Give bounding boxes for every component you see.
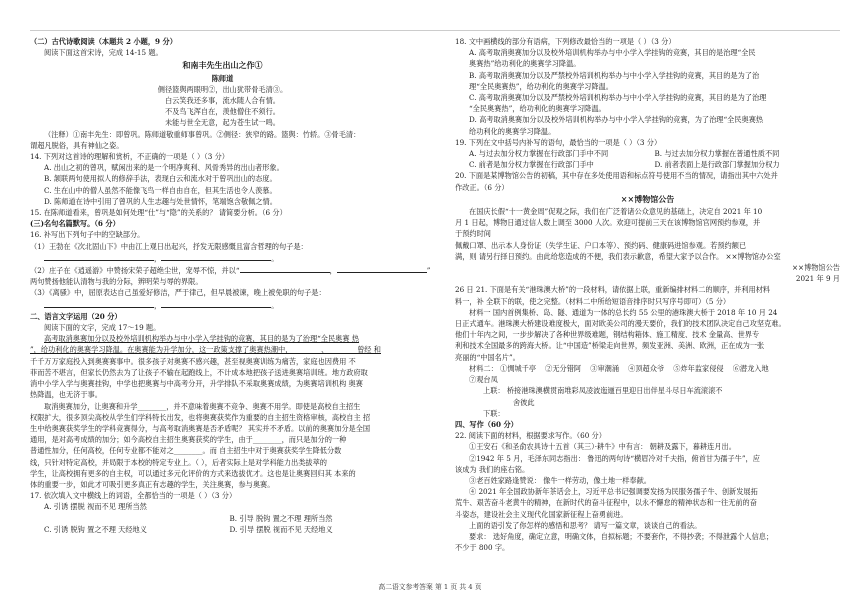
section-writing-heading: 四、写作（60 分） [455,419,518,429]
passage-line: 高考取消奥赛加分以及校外培训机构举办与中小学入学挂钩的竞赛，其目的是为了治理“全民奥赛 热 [44,334,360,344]
notice-signature: ××博物馆公告 [792,263,840,273]
question-22-item: ②1942 年 5 月，毛泽东同志指出： 鲁迅的两句诗“横眉冷对千夫指，俯首甘为孺子牛”，应 [469,453,760,463]
passage-line: 千千万万家庭投入到奥赛赛事中。很多孩子对奥赛不感兴趣，甚至视奥赛训练为痛苦，家庭也因费用 不 [30,356,356,366]
material-2-item: ③审潮涌 [590,363,620,373]
material-2-item: ⑦观台凤 [469,375,498,385]
question-19-stem: 19. 下列在文中括号内补写的语句，最恰当的一项是（ ）（3 分） [455,137,662,147]
passage-line: 权限扩大，很多顶尖高校从学生们学科特长出发，也将奥赛获奖作为重要的自主招生资格审核，高校自主 招 [30,412,371,422]
question-18-option: D. 高考取消奥赛加分以及校外培训机构举办与中小学入学挂钩的竞赛，为了治理“全民奥赛热 [469,115,764,125]
question-22-item: ④ 2021 年全国政协新年茶话会上，习近平总书记强调要发扬为民服务孺子牛、创新发展拓 [469,487,758,497]
question-17-option: D. 引导 摆脱 视而不见 天经地义 [229,524,333,534]
poem-body [30,84,415,129]
notice-date: 2021 年 9 月 [795,274,840,284]
poem-line: 未能与世全无意，起为苍生试一鸣。 [164,118,280,128]
poem-author: 陈师道 [211,73,234,83]
passage-line: 通用，是对高考成绩的加分；如今高校自主招生奥赛获奖的学生，由于________，而只是加分的一种 [30,435,347,445]
question-22-requirement: 要求： 选好角度，确定立意，明确文体，自拟标题；不要套作，不得抄袭；不得泄露个人信息； [469,531,774,541]
passage-line: 体的重要一步，如此才可吸引更多真正有志趣的学生，关注奥赛，参与奥赛。 [30,479,275,489]
passage-line: 热降温，也无济于事。 [30,390,102,400]
fill-blank-line[interactable]: ， 。 [30,252,415,264]
passage-line: 生中给奥赛获奖学生的学科竞赛得分，与高考取消奥赛是否矛盾呢？ 其实并不矛盾。以前的奥赛加分是全国 [30,423,371,433]
question-14-option: D. 陈师道在诗中引用了曾巩的人生志趣与处世情怀，笔端饱含敬佩之情。 [44,196,277,206]
poem-line: 白云笑我还多事，流水随人合有情。 [164,96,280,106]
question-18-option: 理“全民奥赛热”，给功利化的奥赛学习降温。 [469,81,613,91]
passage-line: 取消奥赛加分，让奥赛和升学________，并不意味着奥赛不竞争、奥赛不用学。即使是高校自主招生 [44,401,361,411]
passage-line: ”，给功利化的奥赛学习降温。在奥赛能为升学加分，这一政策支撑了奥赛热潮中，________、________曾经 和 [30,345,381,355]
question-22-item: 荒牛、艰苦奋斗老黄牛的精神，在新时代的奋斗征程中，以永不懈怠的精神状态和一往无前的奋 [455,498,757,508]
question-14-option: C. 生在山中的僧人虽然不能像飞鸟一样自由自在，但其生活也令人羡慕。 [44,185,277,195]
question-20-stem: 20. 下面是某博物馆公告的初稿，其中存在多处使用语和标点符号使用不当的情况，请指出其中六处并 [455,171,778,181]
material-2-item: ⑤炸年监家侵侵 [673,363,724,373]
fill-blank-line[interactable]: ， 。 [30,299,415,311]
question-18-stem: 18. 文中画横线的部分有语病，下列修改最恰当的一项是（ ）（3 分） [455,37,676,46]
question-22-item: 该成为 我们的座右铭。 [455,464,530,474]
notice-line: 佩戴口罩、出示本人身份证（失学生证、户口本等）、预约码、健康码进馆参观。若预约额已 [455,240,747,250]
poem-line: 不及鸟飞浑自在，羡他僧住不须行。 [164,107,280,117]
right-column [455,36,840,553]
material-2-row [455,363,840,374]
lower-couplet: 下联： [483,408,505,418]
question-19-option: D. 前者表面上是行政部门掌握加分权力 [654,160,780,170]
question-17-option [230,501,416,512]
question-17-options-row [30,501,415,512]
question-15: 15. 在陈师道看来，曾巩是如何处理“仕”与“隐”的关系的？ 请简要分析。（6 分） [30,208,287,218]
upper-couplet: 上联： 桥接港珠澳横贯南堆彩凤凌波迤逦百里迎日出伴星斗尽日车流滚滚不 [483,386,723,396]
question-18-option: “全民奥赛热”，给功利化的奥赛学习降温。 [469,104,606,114]
notice-line: 在国庆长假“十一黄金周”促观之际，我们在广泛着诸公众意见的基础上，决定自 2021 年 10 [469,207,763,217]
notice-title: ××博物馆公告 [620,193,675,204]
section-recitation-heading: (三)名句名篇默写。（6 分） [30,219,120,229]
left-column [30,36,431,535]
question-17-stem: 17. 依次填入文中横线上的词语，全都恰当的一项是（ ）（3 分） [30,491,237,501]
passage-line: 菲而苦不堪言，但家长仍然去为了让孩子不输在起跑线上，不计成本地把孩子送进奥赛培训班。地方政府取 [30,367,368,377]
material-1-line: 他们十年内之间，一步步解决了各种世界级难题，钢结构箱体、施工精度、技术 金量高、世界专 [455,330,760,340]
question-17-options-row [30,524,415,535]
poem-title: 和南丰先生出山之作① [182,60,263,71]
question-18-option: C. 高考取消奥赛加分以及严禁校外培训机构举办与中小学入学挂钩的竞赛，其目的是为了治理 [469,93,767,103]
question-21-stem: 26 日 21. 下面是有关“港珠澳大桥”的一段材料，请依据上联，重新编排材料二的顺序，并利用材料 [455,285,771,295]
passage-line: 学生，让高校拥有更多的自主权，可以通过多元化评价的方式来选拔优才。这也是让奥赛回归其 本来的 [30,468,356,478]
question-17-option: B. 引导 脱钩 置之不理 理所当然 [229,513,333,523]
question-19-options-row [455,159,840,170]
question-17-option: A. 引诱 摆脱 视而不见 理所当然 [44,502,147,512]
question-20-stem: 作改正。（6 分） [455,182,509,192]
question-19-option: B. 与过去加分权力掌握在普通性质不同 [654,149,780,159]
question-16-item: （3）《离骚》中，屈原表达自己虽爱好修洁，严于律己，但早晨被谏，晚上被免职的句子是： [30,288,326,298]
material-2-item: ⑥潜龙入地 [732,363,769,373]
question-17-option: C. 引诱 脱钩 置之不理 天经地义 [44,524,147,534]
material-1-line: 日正式通车。港珠澳大桥建设难度极大，面对欧美公司的漫天要价，我们的技术团队决定自己攻坚克难。 [455,319,786,329]
passage-line: 消中小学入学与奥赛挂钩，中学也把奥赛与中高考分开，升学排队不采取奥赛成绩，为奥赛培训机构 奥赛 [30,379,363,389]
question-18-option: 给功利化的奥赛学习降温。 [469,126,556,136]
question-14-option: A. 出山之初的曾巩，赋闲出来的是一个明净爽利、风骨秀异的出山者形象。 [44,163,284,173]
material-1-line: 材料一 国内首例集桥、岛、隧、通道为一体的总长约 55 公里的港珠澳大桥于 2018 年 10 月 24 [469,307,778,317]
material-2-item: ①惆城千亭 [500,363,537,373]
question-16-item: （2）庄子在《逍遥游》中赞扬宋荣子超绝尘世，宠辱不惊，并以“ ， ” [30,266,431,276]
question-22-stem: 22. 阅读下面的材料，根据要求写作。（60 分） [455,431,606,441]
top-rule [30,30,840,31]
question-19-option: A. 与过去加分权力掌握在行政部门手中不同 [469,149,609,159]
question-18-option: A. 高考取消奥赛加分以及校外培训机构举办与中小学入学挂钩的竞赛，其目的是治理“全民 [469,48,756,58]
question-22-requirement: 不少于 800 字。 [455,543,510,553]
section-language-intro: 阅读下面的文字，完成 17～19 题。 [44,323,161,333]
question-14-stem: 14. 下列对这首诗的理解和赏析，不正确的一项是（ ）（3 分） [30,152,229,162]
notice-line: 月 1 日起，博物日通过信人数上调至 3000 人次。欢迎可提前三天在该博物馆官网预约参观，并 [455,218,761,228]
question-16-item: （1）王勃在《次北固山下》中由江上观日出起兴，抒发无限感慨且富含哲理的句子是： [30,241,308,251]
poem-line: 侧径篮舆两眼明②，出山犹带骨毛清③。 [157,84,288,94]
material-2-item: ④顶超众爷 [628,363,665,373]
material-2-label: 材料二： [469,363,498,373]
section-poetry-heading: （二）古代诗歌阅读（本题共 2 小题，9 分） [30,37,177,46]
material-1-line: 亮丽的“中国名片”。 [455,352,520,362]
poem-note: （注释）①南丰先生：即曾巩。陈师道敬重师事曾巩。②侧径：狭窄的路。篮舆：竹轿。③骨毛清： [44,129,361,139]
question-18-option: 奥赛热”给功利化的奥赛学习降温。 [469,59,581,69]
passage-line: 普通性加分，任何高校，任何专业都不能对之________。而 自主招生中对于奥赛获奖学生降低分数 [30,446,342,456]
question-22-item: ①王安石《和圣俞农具诗十五首（其三）·耕牛》中有言： 朝耕及露下，暮耕连月出。 [469,442,736,452]
question-19-option: C. 前者是加分权力掌握在行政部门手中 [469,160,594,170]
passage-line: 线，只针对特定高校，并局限于本校的特定专业上。（ ），后者实际上是对学科能力出类拔萃的 [30,457,327,467]
question-16-item: 两句赞扬他能认清物与我的分际，辨明荣与辱的界限。 [30,277,203,287]
question-19-options-row [455,148,840,159]
upper-couplet: 舍彼此 [513,397,535,407]
question-16-stem: 16. 补写出下列句子中的空缺部分。 [30,230,145,240]
section-poetry-intro: 阅读下面这首宋诗，完成 14-15 题。 [44,48,163,58]
notice-line: 满，则 请另行择日预约。由此给您造成的不便，我们表示歉意，希望大家予以合作。 ××博物馆办公室 [455,251,781,261]
material-1-line: 利和技术全国最多的跨海大桥。让“中国造”桥梁走向世界，频发亚洲、美洲、欧洲，正在成为一张 [455,341,765,351]
material-2-item: ②无分错阿 [545,363,582,373]
question-17-option [44,513,230,524]
notice-line: 于预约时间 [455,229,491,239]
question-22-item: 斗姿态，建设社会主义现代化国家新征程上奋勇前进。 [455,509,628,519]
page-footer: 高二语文参考答案 第 1 页 共 4 页 [378,583,482,591]
poem-note: 谓超凡脱俗，具有神仙之姿。 [30,140,124,150]
question-22-item: ③老百姓家路逢赞说： 像牛一样劳动，像土地一样奉献。 [469,475,651,485]
section-language-heading: 二、语言文字运用（20 分） [30,311,122,321]
question-22-task: 上面的语引发了你怎样的感悟和思考？ 请写一篇文章，谈谈自己的看法。 [469,520,702,530]
question-18-option: B. 高考取消奥赛加分以及严禁校外培训机构举办与中小学入学挂钩的竞赛，其目的是为了治 [469,70,760,80]
question-17-options-row [30,513,415,524]
question-14-option: B. 颔联两句使用拟人的修辞手法，表现白云和流水对于曾巩出山的态度。 [44,174,277,184]
question-21-stem: 料一，补 全联下的联，使之完整。（材料二中所给短语音排序时只写序号即可）（5 分） [455,296,731,306]
